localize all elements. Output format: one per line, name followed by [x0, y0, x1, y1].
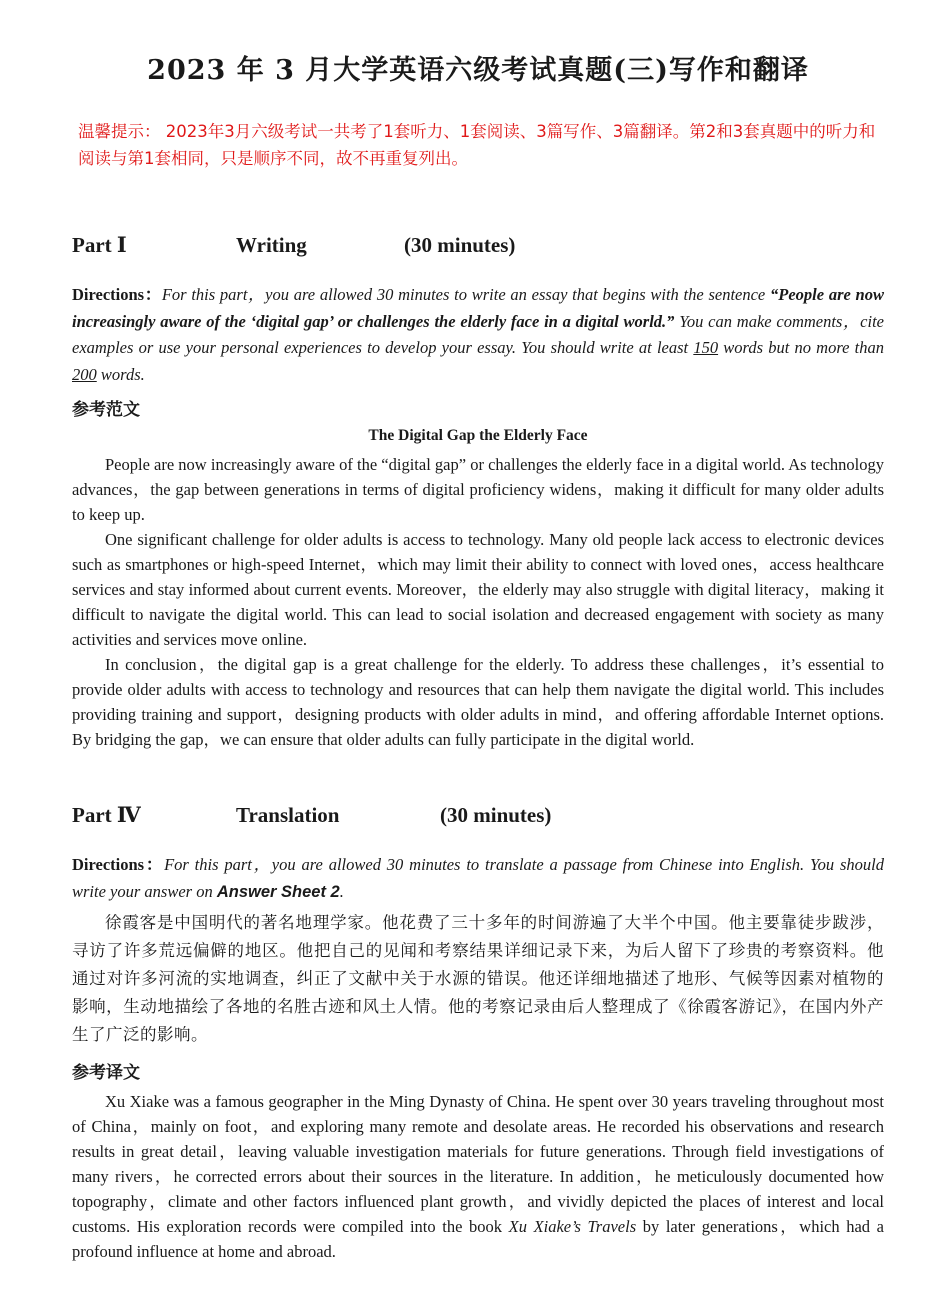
- translation-part-header: [72, 802, 884, 828]
- max-words: 200: [72, 364, 97, 384]
- answer-sheet: Answer Sheet 2: [216, 882, 340, 901]
- tip-notice: 温馨提示： 2023年3月六级考试一共考了1套听力、1套阅读、3篇写作、3篇翻译。第2和3套真题中的听力和阅读与第1套相同，只是顺序不同，故不再重复列出。: [78, 122, 876, 168]
- essay-paragraph: One significant challenge for older adults is access to technology. Many old people lack access to electronic devices such as smartphones or high-speed Internet，which may limit their ability to connect with loved ones，access healthcare services and stay informed about current events. Moreover，the elderly may also struggle with digital literacy，making it difficult to navigate the digital world. This can lead to social isolation and decreased engagement with society as many activities and services move online.: [72, 530, 884, 649]
- directions-text: For this part，you are allowed 30 minutes to translate a passage from Chinese into English. You should write your answer on: [72, 855, 884, 901]
- directions-text: You can make comments，cite examples or use your personal experiences to develop your essay. You should write at least: [72, 311, 884, 357]
- directions-text: For this part，you are allowed 30 minutes to write an essay that begins with the sentence: [161, 285, 771, 304]
- directions-label: Directions：: [72, 285, 162, 304]
- min-words: 150: [693, 338, 719, 357]
- part-name: Translation: [236, 803, 340, 827]
- essay-opening-quote: “People are now increasingly aware of the ‘digital gap’ or challenges the elderly face in a digital world.”: [72, 285, 884, 331]
- part-label: Part Ⅳ: [72, 803, 141, 827]
- reference-translation-label: 参考译文: [72, 1063, 140, 1083]
- sample-essay: [72, 452, 884, 752]
- writing-directions: [72, 282, 884, 388]
- chinese-passage: 徐霞客是中国明代的著名地理学家。他花费了三十多年的时间游遍了大半个中国。他主要靠徒步跋涉，寻访了许多荒远偏僻的地区。他把自己的见闻和考察结果详细记录下来，为后人留下了珍贵的考察资料。他通过对许多河流的实地调查，纠正了文献中关于水源的错误。他还详细地描述了地形、气候等因素对植物的影响，生动地描绘了各地的名胜古迹和风土人情。他的考察记录由后人整理成了《徐霞客游记》，在国内外产生了广泛的影响。: [72, 913, 884, 1044]
- part-time: (30 minutes): [440, 803, 552, 827]
- writing-section: [72, 232, 884, 752]
- directions-text: .: [339, 881, 344, 901]
- part-time: (30 minutes): [404, 233, 516, 257]
- sample-essay-label: 参考范文: [72, 400, 140, 420]
- directions-text: words.: [96, 364, 145, 384]
- translation-directions: [72, 852, 884, 905]
- part-label: Part Ⅰ: [72, 233, 127, 257]
- book-title: Xu Xiake’s Travels: [508, 1217, 637, 1236]
- page-title: 2023 年 3 月大学英语六级考试真题(三)写作和翻译: [147, 55, 809, 86]
- essay-paragraph: People are now increasingly aware of the “digital gap” or challenges the elderly face in a digital world. As technology advances，the gap between generations in terms of digital proficiency widens，making it difficult for many older adults to keep up.: [72, 455, 884, 524]
- reference-translation: [72, 1089, 884, 1264]
- translation-text: by later generations，which had a profound influence at home and abroad.: [72, 1217, 884, 1261]
- directions-label: Directions：: [72, 855, 165, 874]
- essay-paragraph: In conclusion，the digital gap is a great challenge for the elderly. To address these challenges，it’s essential to provide older adults with access to technology and resources that can help them navigate the digital world. This includes providing training and support，designing products with older adults in mind，and offering affordable Internet options. By bridging the gap，we can ensure that older adults can fully participate in the digital world.: [72, 655, 884, 749]
- essay-title: The Digital Gap the Elderly Face: [368, 427, 588, 444]
- translation-text: Xu Xiake was a famous geographer in the Ming Dynasty of China. He spent over 30 years traveling throughout most of China，mainly on foot，and exploring many remote and desolate areas. He recorded his observations and research results in great detail，leaving valuable investigation materials for future generations. Through field investigations of many rivers，he corrected errors about their sources in the literature. In addition，he meticulously documented how topography，climate and other factors influenced plant growth，and vividly depicted the places of interest and local customs. His exploration records were compiled into the book: [72, 1092, 884, 1236]
- translation-section: [72, 802, 884, 1264]
- part-name: Writing: [236, 233, 307, 257]
- writing-part-header: [72, 232, 884, 258]
- directions-text: words but no more than: [718, 338, 885, 357]
